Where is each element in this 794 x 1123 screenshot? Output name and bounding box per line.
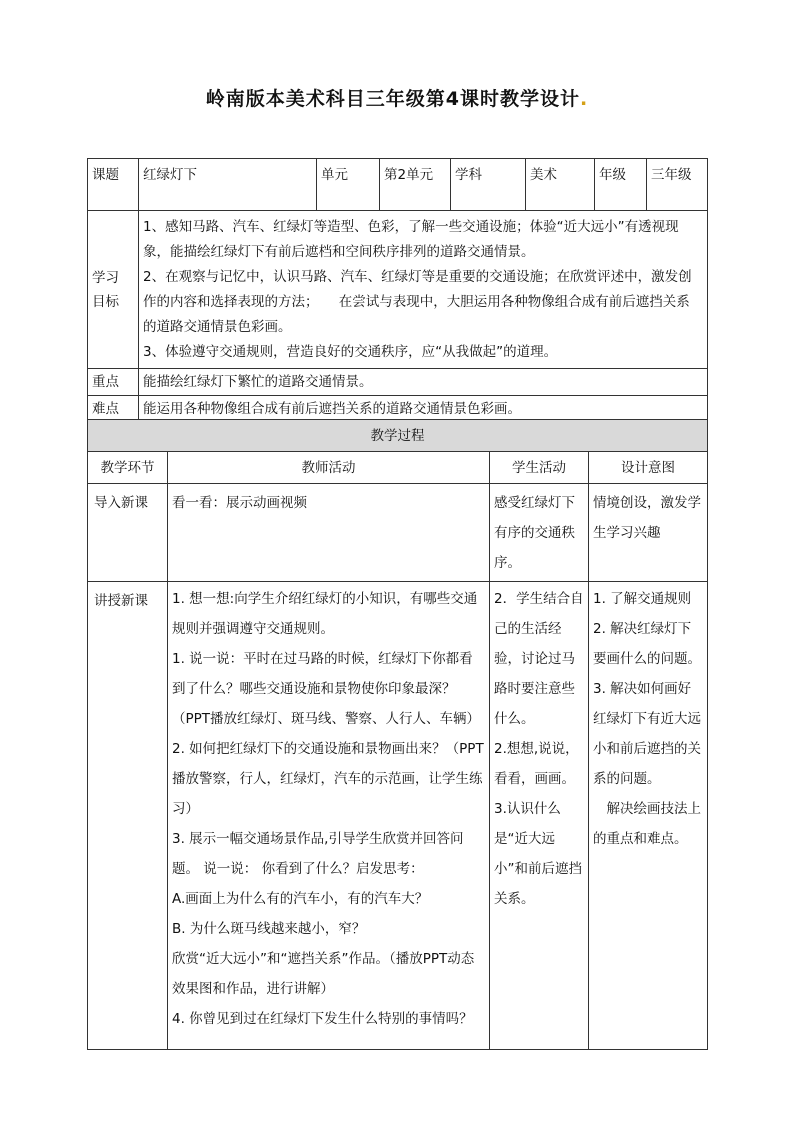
intent-item: 情境创设，激发学生学习兴趣 bbox=[593, 495, 701, 541]
teacher-item: 1. 说一说：平时在过马路的时候，红绿灯下你都看到了什么？哪些交通设施和景物使你印象最深？（PPT播放红绿灯、斑马线、警察、人行人、车辆） bbox=[172, 651, 481, 727]
key-point-row bbox=[88, 369, 708, 396]
keti-label: 课题 bbox=[88, 159, 139, 211]
intent-cell bbox=[589, 582, 708, 1050]
intent-item: 解决绘画技法上的重点和难点。 bbox=[593, 801, 701, 847]
intent-item: 1. 了解交通规则 bbox=[593, 591, 692, 607]
student-item: 感受红绿灯下有序的交通秩序。 bbox=[494, 495, 575, 571]
student-cell bbox=[490, 484, 589, 582]
student-item: 3.认识什么是“近大远小”和前后遮挡关系。 bbox=[494, 801, 582, 907]
teacher-item: 2. 如何把红绿灯下的交通设施和景物画出来？（PPT播放警察，行人，红绿灯，汽车的示范画，让学生练习） bbox=[172, 741, 484, 817]
teacher-item: A.画面上为什么有的汽车小，有的汽车大？ bbox=[172, 891, 429, 907]
process-header: 教学过程 bbox=[88, 420, 708, 452]
goals-label-line1: 学习 bbox=[92, 270, 119, 286]
xueke-value: 美术 bbox=[526, 159, 595, 211]
column-header: 设计意图 bbox=[589, 452, 708, 484]
document-title bbox=[0, 84, 794, 111]
student-item: 2.想想,说说，看看，画画。 bbox=[494, 741, 579, 787]
key-point-text: 能描绘红绿灯下繁忙的道路交通情景。 bbox=[139, 369, 708, 396]
nianji-label: 年级 bbox=[595, 159, 647, 211]
teacher-cell bbox=[168, 582, 490, 1050]
key-point-label: 重点 bbox=[88, 369, 139, 396]
teacher-item: 4. 你曾见到过在红绿灯下发生什么特别的事情吗？ bbox=[172, 1011, 473, 1027]
teacher-item: B. 为什么斑马线越来越小，窄？ bbox=[172, 921, 366, 937]
danyuan-label: 单元 bbox=[317, 159, 380, 211]
teacher-cell bbox=[168, 484, 490, 582]
column-header: 教学环节 bbox=[88, 452, 168, 484]
difficult-point-text: 能运用各种物像组合成有前后遮挡关系的道路交通情景色彩画。 bbox=[139, 396, 708, 423]
title-dot: . bbox=[580, 88, 589, 110]
goals-label-line2: 目标 bbox=[92, 294, 119, 310]
teacher-item: 1. 想一想:向学生介绍红绿灯的小知识，有哪些交通规则并强调遵守交通规则。 bbox=[172, 591, 478, 637]
stage-cell: 讲授新课 bbox=[88, 582, 168, 1050]
stage-cell: 导入新课 bbox=[88, 484, 168, 582]
title-text: 岭南版本美术科目三年级第4课时教学设计 bbox=[205, 88, 580, 110]
goal-item: 3、体验遵守交通规则，营造良好的交通秩序，应“从我做起”的道理。 bbox=[143, 344, 558, 360]
goals-content bbox=[139, 211, 708, 369]
table-row bbox=[88, 582, 708, 1050]
process-columns-row bbox=[88, 452, 708, 484]
student-cell bbox=[490, 582, 589, 1050]
intent-cell bbox=[589, 484, 708, 582]
goals-label bbox=[88, 211, 139, 369]
intent-item: 3. 解决如何画好红绿灯下有近大远小和前后遮挡的关系的问题。 bbox=[593, 681, 701, 787]
student-item: 2．学生结合自己的生活经验，讨论过马路时要注意些什么。 bbox=[494, 591, 584, 727]
process-header-row bbox=[88, 420, 708, 452]
column-header: 学生活动 bbox=[490, 452, 589, 484]
info-row bbox=[88, 159, 708, 211]
keti-value: 红绿灯下 bbox=[139, 159, 317, 211]
xueke-label: 学科 bbox=[451, 159, 526, 211]
teacher-item: 3. 展示一幅交通场景作品,引导学生欣赏并回答问题。 说一说： 你看到了什么？启发思考： bbox=[172, 831, 464, 877]
goals-row bbox=[88, 211, 708, 369]
intent-item: 2. 解决红绿灯下要画什么的问题。 bbox=[593, 621, 701, 667]
teacher-item: 看一看：展示动画视频 bbox=[172, 495, 307, 511]
goal-item: 2、在观察与记忆中，认识马路、汽车、红绿灯等是重要的交通设施；在欣赏评述中，激发创作的内容和选择表现的方法； 在尝试与表现中，大胆运用各种物像组合成有前后遮挡关系的道路交通情景色彩画。 bbox=[143, 269, 692, 335]
goal-item: 1、感知马路、汽车、红绿灯等造型、色彩，了解一些交通设施；体验“近大远小”有透视现象，能描绘红绿灯下有前后遮档和空间秩序排列的道路交通情景。 bbox=[143, 219, 679, 260]
nianji-value: 三年级 bbox=[647, 159, 708, 211]
column-header: 教师活动 bbox=[168, 452, 490, 484]
table-row bbox=[88, 484, 708, 582]
info-table bbox=[87, 158, 708, 423]
teacher-item: 欣赏“近大远小”和“遮挡关系”作品。（播放PPT动态效果图和作品，进行讲解） bbox=[172, 951, 475, 997]
difficult-point-label: 难点 bbox=[88, 396, 139, 423]
process-table bbox=[87, 419, 708, 1050]
danyuan-value: 第2单元 bbox=[380, 159, 451, 211]
